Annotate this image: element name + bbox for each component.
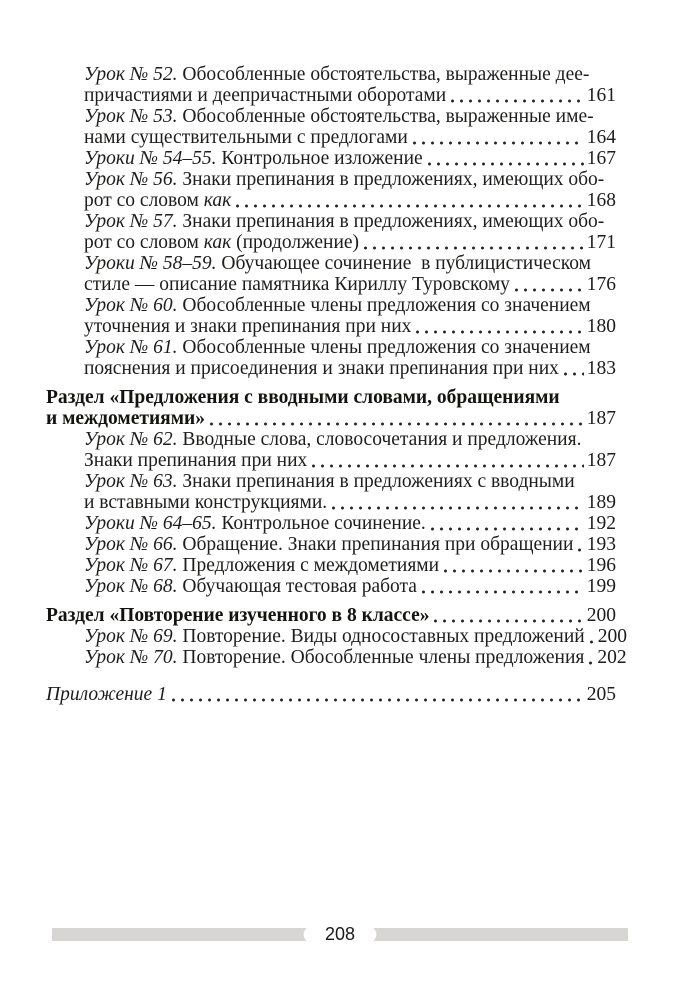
text-run: как xyxy=(203,232,232,253)
toc-page-number: 161 xyxy=(586,85,616,106)
text-run: Знаки препинания в предложениях с вводными xyxy=(177,471,575,492)
toc-entry-lesson xyxy=(46,253,616,295)
text-run: Контрольное сочинение. xyxy=(216,513,426,534)
dot-leader xyxy=(233,190,584,211)
toc-line-text xyxy=(84,211,604,232)
toc-page-number: 187 xyxy=(586,450,616,471)
toc-line-text xyxy=(46,387,560,408)
text-run: Повторение. Обособленные члены предложения xyxy=(177,647,585,668)
text-run: Обучающее сочинение в публицистическом xyxy=(216,253,592,274)
toc-section-heading xyxy=(46,387,616,429)
toc-line-text xyxy=(84,647,584,668)
dot-leader xyxy=(413,316,583,337)
toc-page-number: 168 xyxy=(586,190,616,211)
text-run: и междометиями» xyxy=(46,408,205,429)
toc-line xyxy=(84,64,616,85)
toc-page-number: 187 xyxy=(586,408,616,429)
text-run: Уроки № 58–59. xyxy=(84,253,217,274)
toc-line-text xyxy=(84,576,417,597)
dot-leader xyxy=(428,513,584,534)
text-run: причастиями и деепричастными оборотами xyxy=(84,85,447,106)
toc-line xyxy=(84,274,616,295)
text-run: Повторение. Виды односоставных предложений xyxy=(177,626,585,647)
dot-leader xyxy=(561,358,584,379)
dot-leader xyxy=(361,232,584,253)
toc-line-text xyxy=(84,471,575,492)
toc-page-number: 200 xyxy=(597,626,627,647)
toc-entry-lesson xyxy=(46,576,616,597)
toc-line xyxy=(84,295,616,316)
dot-leader xyxy=(512,274,584,295)
text-run: Обособленные члены предложения со значением xyxy=(177,337,591,358)
text-run: рот со словом xyxy=(84,190,204,211)
text-run: Уроки № 54–55. xyxy=(84,148,217,169)
toc-line-text xyxy=(84,274,510,295)
text-run: Урок № 67. xyxy=(84,555,178,576)
text-run: Обособленные обстоятельства, выраженные име- xyxy=(177,106,594,127)
toc-entry-lesson xyxy=(46,106,616,148)
toc-page-number: 200 xyxy=(586,605,616,626)
text-run: (продолжение) xyxy=(231,232,360,253)
text-run: Урок № 53. xyxy=(84,106,178,127)
text-run: Обособленные члены предложения со значением xyxy=(177,295,591,316)
toc-line-text xyxy=(84,450,307,471)
text-run: Обучающая тестовая работа xyxy=(177,576,417,597)
toc-line-text xyxy=(84,555,439,576)
toc-page-number: 171 xyxy=(586,232,616,253)
toc-line-text xyxy=(84,169,604,190)
toc-line xyxy=(84,106,616,127)
text-run: Урок № 56. xyxy=(84,169,178,190)
dot-leader xyxy=(575,534,583,555)
toc-line-text xyxy=(84,513,426,534)
toc-page-number: 199 xyxy=(586,576,616,597)
toc-line-text xyxy=(84,232,359,253)
toc-page-number: 180 xyxy=(586,316,616,337)
text-run: Уроки № 64–65. xyxy=(84,513,217,534)
dot-leader xyxy=(309,450,583,471)
text-run: и вставными конструкциями. xyxy=(84,492,328,513)
text-run: Раздел «Повторение изученного в 8 классе» xyxy=(46,605,430,626)
toc-section-heading xyxy=(46,605,616,626)
dot-leader xyxy=(207,408,584,429)
toc-line xyxy=(84,232,616,253)
text-run: Урок № 69. xyxy=(84,626,178,647)
dot-leader xyxy=(419,576,584,597)
toc-line xyxy=(84,450,616,471)
toc-line-text xyxy=(84,316,411,337)
toc-appendix-entry xyxy=(46,684,616,705)
text-run: Обращение. Знаки препинания при обращении xyxy=(177,534,574,555)
toc-page-number: 189 xyxy=(586,492,616,513)
toc-page-number: 164 xyxy=(586,127,616,148)
text-run: Контрольное изложение xyxy=(216,148,423,169)
toc-entry-lesson xyxy=(46,429,616,471)
toc-line xyxy=(84,513,616,534)
toc-line xyxy=(46,408,616,429)
text-run: Предложения с междометиями xyxy=(177,555,440,576)
toc-entry-lesson xyxy=(46,337,616,379)
page-number: 208 xyxy=(324,924,356,944)
toc-line xyxy=(84,316,616,337)
text-run: как xyxy=(203,190,232,211)
toc-line xyxy=(46,387,616,408)
text-run: пояснения и присоединения и знаки препинания при них xyxy=(84,358,559,379)
toc-line-text xyxy=(84,492,327,513)
toc-page-number: 205 xyxy=(586,684,616,705)
toc-line-text xyxy=(84,127,408,148)
text-run: Знаки препинания в предложениях, имеющих обо- xyxy=(177,169,605,190)
text-run: стиле — описание памятника Кириллу Туровскому xyxy=(84,274,510,295)
text-run: Урок № 52. xyxy=(84,64,178,85)
text-run: Урок № 63. xyxy=(84,471,178,492)
toc-line xyxy=(84,127,616,148)
toc-entry-lesson xyxy=(46,647,627,668)
text-run: Урок № 68. xyxy=(84,576,178,597)
folio-bar-left xyxy=(52,928,312,941)
toc-line xyxy=(84,492,616,513)
toc-entry-lesson xyxy=(46,534,616,555)
dot-leader xyxy=(425,148,584,169)
text-run: Урок № 62. xyxy=(84,429,178,450)
toc-line-text xyxy=(84,626,585,647)
toc-line-text xyxy=(84,64,589,85)
toc-line-text xyxy=(84,337,591,358)
toc-page-number: 193 xyxy=(586,534,616,555)
dot-leader xyxy=(586,647,594,668)
toc-page-number: 202 xyxy=(597,647,627,668)
toc-line xyxy=(84,626,627,647)
toc-entry-lesson xyxy=(46,513,616,534)
text-run: Урок № 66. xyxy=(84,534,178,555)
toc-line xyxy=(84,190,616,211)
toc-entry-lesson xyxy=(46,295,616,337)
toc-page-number: 176 xyxy=(586,274,616,295)
toc-line xyxy=(84,211,616,232)
toc-line-text xyxy=(84,148,423,169)
text-run: Урок № 70. xyxy=(84,647,178,668)
dot-leader xyxy=(587,626,595,647)
toc-line-text xyxy=(84,295,591,316)
toc-page-number: 167 xyxy=(586,148,616,169)
toc-page-number: 192 xyxy=(586,513,616,534)
dot-leader xyxy=(329,492,584,513)
toc-line xyxy=(84,358,616,379)
toc-line-text xyxy=(84,106,594,127)
toc-line xyxy=(84,471,616,492)
text-run: нами существительными с предлогами xyxy=(84,127,408,148)
dot-leader xyxy=(448,85,584,106)
toc-line-text xyxy=(46,605,429,626)
toc-line-text xyxy=(46,684,167,705)
text-run: Знаки препинания при них xyxy=(84,450,308,471)
dot-leader xyxy=(410,127,584,148)
text-run: Урок № 57. xyxy=(84,211,178,232)
toc-entry-lesson xyxy=(46,211,616,253)
dot-leader xyxy=(441,555,584,576)
toc-line xyxy=(84,253,616,274)
dot-leader xyxy=(431,605,583,626)
toc-line-text xyxy=(84,358,559,379)
dot-leader xyxy=(169,684,584,705)
page-footer xyxy=(52,924,628,944)
text-run: Приложение 1 xyxy=(46,684,167,705)
table-of-contents xyxy=(46,64,627,705)
toc-entry-lesson xyxy=(46,148,616,169)
toc-line xyxy=(84,148,616,169)
toc-line xyxy=(84,647,627,668)
text-run: Урок № 61. xyxy=(84,337,178,358)
toc-entry-lesson xyxy=(46,169,616,211)
toc-line xyxy=(84,555,616,576)
toc-line-text xyxy=(84,429,581,450)
text-run: Знаки препинания в предложениях, имеющих обо- xyxy=(177,211,605,232)
text-run: Урок № 60. xyxy=(84,295,178,316)
text-run: Вводные слова, словосочетания и предложения. xyxy=(177,429,582,450)
toc-line-text xyxy=(84,253,591,274)
toc-line xyxy=(46,605,616,626)
toc-page-number: 196 xyxy=(586,555,616,576)
toc-entry-lesson xyxy=(46,471,616,513)
toc-line-text xyxy=(46,408,205,429)
toc-page-number: 183 xyxy=(586,358,616,379)
toc-entry-lesson xyxy=(46,626,627,647)
toc-line xyxy=(84,85,616,106)
toc-line-text xyxy=(84,190,231,211)
text-run: рот со словом xyxy=(84,232,204,253)
toc-line-text xyxy=(84,85,446,106)
toc-line xyxy=(84,169,616,190)
text-run: Раздел «Предложения с вводными словами, обращениями xyxy=(46,387,560,408)
toc-line xyxy=(84,576,616,597)
text-run: уточнения и знаки препинания при них xyxy=(84,316,412,337)
toc-entry-lesson xyxy=(46,64,616,106)
toc-line xyxy=(46,684,616,705)
toc-entry-lesson xyxy=(46,555,616,576)
folio-bar-right xyxy=(368,928,628,941)
text-run: Обособленные обстоятельства, выраженные дее- xyxy=(177,64,590,85)
toc-line xyxy=(84,337,616,358)
toc-line xyxy=(84,429,616,450)
toc-line-text xyxy=(84,534,573,555)
toc-line xyxy=(84,534,616,555)
